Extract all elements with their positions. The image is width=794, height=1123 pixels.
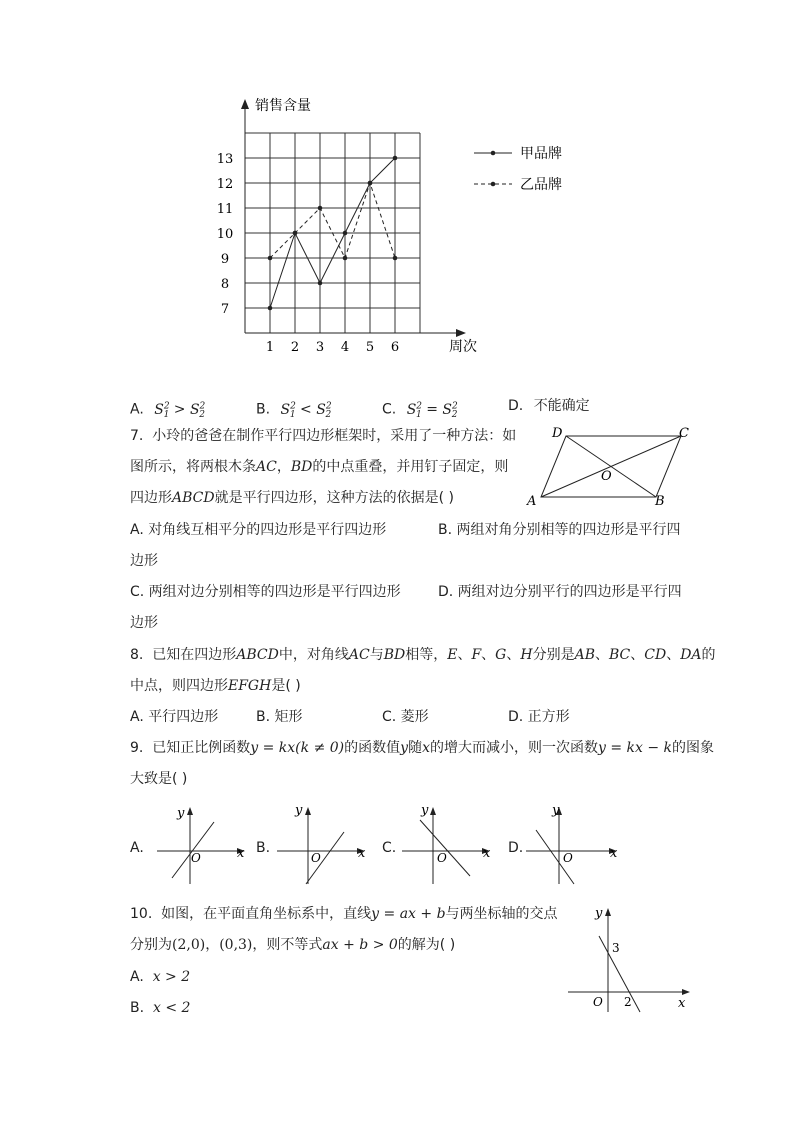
svg-text:x: x bbox=[678, 996, 686, 1011]
x-tick-label: 2 bbox=[290, 340, 300, 355]
q7-line-3: 四边形ABCD就是平行四边形，这种方法的依据是( ) bbox=[130, 490, 454, 506]
svg-text:y: y bbox=[595, 906, 603, 921]
x-tick-label: 1 bbox=[265, 340, 275, 355]
svg-text:y: y bbox=[295, 803, 303, 818]
y-tick-label: 11 bbox=[216, 202, 234, 217]
q9-line-1: 9. 已知正比例函数y = kx(k ≠ 0)的函数值y随x的增大而减小，则一次函数y = kx − k的图象 bbox=[130, 740, 715, 756]
series-1-point bbox=[343, 231, 348, 236]
svg-text:O: O bbox=[563, 851, 573, 865]
q9-graph-a bbox=[150, 800, 250, 888]
sales-line-chart bbox=[0, 0, 794, 400]
svg-text:O: O bbox=[191, 851, 201, 865]
svg-text:3: 3 bbox=[612, 941, 620, 955]
parallelogram-figure bbox=[525, 423, 700, 508]
svg-text:x: x bbox=[358, 846, 366, 861]
q7-line-1: 7. 小玲的爸爸在制作平行四边形框架时，采用了一种方法：如 bbox=[130, 428, 517, 444]
x-tick-label: 5 bbox=[365, 340, 375, 355]
svg-text:O: O bbox=[593, 995, 603, 1009]
x-tick-label: 3 bbox=[315, 340, 325, 355]
series-2-point bbox=[318, 206, 323, 211]
label-d: D bbox=[552, 426, 563, 441]
svg-text:x: x bbox=[237, 846, 245, 861]
series-2-point bbox=[343, 256, 348, 261]
q7-option-c: C. 两组对边分别相等的四边形是平行四边形 bbox=[130, 584, 401, 600]
diagonal-bd bbox=[566, 436, 656, 497]
svg-text:O: O bbox=[311, 851, 321, 865]
series-2-point bbox=[393, 256, 398, 261]
svg-text:2: 2 bbox=[624, 995, 632, 1009]
q6-option-a: A. $S^2_1 > S^2_2$ bbox=[130, 401, 206, 421]
svg-text:x: x bbox=[610, 846, 618, 861]
q10-line-1: 10. 如图，在平面直角坐标系中，直线y = ax + b与两坐标轴的交点 bbox=[130, 906, 558, 922]
q10-option-b: B. x < 2 bbox=[130, 1000, 191, 1016]
q9-option-a-label: A. bbox=[130, 840, 144, 856]
svg-text:y: y bbox=[552, 803, 560, 818]
svg-text:y: y bbox=[177, 806, 185, 821]
q6-option-d: D. 不能确定 bbox=[508, 398, 590, 414]
legend-label-2: 乙品牌 bbox=[520, 177, 562, 193]
q9-graph-b bbox=[272, 800, 372, 888]
legend-marker-2 bbox=[491, 182, 496, 187]
q9-graph-c bbox=[400, 800, 500, 888]
q10-figure bbox=[560, 900, 700, 1015]
q9-graph-d bbox=[524, 800, 624, 888]
label-a: A bbox=[527, 494, 537, 508]
y-tick-label: 7 bbox=[220, 302, 230, 317]
graph-a-line bbox=[172, 822, 214, 878]
q9-line-2: 大致是( ) bbox=[130, 771, 188, 787]
x-axis-arrow bbox=[456, 329, 466, 337]
series-1-point bbox=[268, 306, 273, 311]
series-line-2 bbox=[270, 183, 395, 258]
series-2-point bbox=[293, 231, 298, 236]
series-2-point bbox=[368, 181, 373, 186]
q7-line-2: 图所示，将两根木条AC，BD的中点重叠，并用钉子固定，则 bbox=[130, 459, 509, 475]
q7-option-b-cont: 边形 bbox=[130, 553, 158, 569]
svg-text:x: x bbox=[483, 846, 491, 861]
q7-option-a: A. 对角线互相平分的四边形是平行四边形 bbox=[130, 522, 387, 538]
y-tick-label: 10 bbox=[216, 227, 234, 242]
q7-option-d-cont: 边形 bbox=[130, 615, 158, 631]
q6-option-b: B. $S^2_1 < S^2_2$ bbox=[256, 401, 332, 421]
series-1-point bbox=[393, 156, 398, 161]
legend-label-1: 甲品牌 bbox=[520, 146, 562, 162]
q7-option-b: B. 两组对角分别相等的四边形是平行四 bbox=[438, 522, 681, 538]
series-2-point bbox=[268, 256, 273, 261]
svg-text:O: O bbox=[437, 851, 447, 865]
x-tick-label: 4 bbox=[340, 340, 350, 355]
legend-marker-1 bbox=[491, 151, 496, 156]
label-b: B bbox=[655, 494, 665, 508]
x-axis-label: 周次 bbox=[449, 339, 477, 355]
q9-option-b-label: B. bbox=[256, 840, 271, 856]
q8-option-d: D. 正方形 bbox=[508, 709, 570, 725]
y-tick-label: 8 bbox=[220, 277, 230, 292]
q9-option-c-label: C. bbox=[382, 840, 397, 856]
y-axis-arrow bbox=[241, 99, 249, 109]
series-1-point bbox=[318, 281, 323, 286]
q6-option-c: C. $S^2_1 = S^2_2$ bbox=[382, 401, 458, 421]
q8-line-2: 中点，则四边形EFGH是( ) bbox=[130, 678, 301, 694]
y-tick-label: 12 bbox=[216, 177, 234, 192]
y-tick-label: 9 bbox=[220, 252, 230, 267]
q7-option-d: D. 两组对边分别平行的四边形是平行四 bbox=[438, 584, 682, 600]
x-tick-label: 6 bbox=[390, 340, 400, 355]
label-c: C bbox=[679, 426, 689, 441]
label-o: O bbox=[601, 469, 612, 484]
q8-option-a: A. 平行四边形 bbox=[130, 709, 219, 725]
y-tick-label: 13 bbox=[216, 152, 234, 167]
q10-line-2: 分别为(2,0)，(0,3)，则不等式ax + b > 0的解为( ) bbox=[130, 937, 456, 953]
q9-option-d-label: D. bbox=[508, 840, 524, 856]
y-axis-label: 销售含量 bbox=[255, 98, 311, 114]
graph-c-line bbox=[420, 820, 470, 876]
q8-option-b: B. 矩形 bbox=[256, 709, 303, 725]
q10-option-a: A. x > 2 bbox=[130, 969, 191, 985]
svg-text:y: y bbox=[421, 803, 429, 818]
q8-option-c: C. 菱形 bbox=[382, 709, 429, 725]
q8-line-1: 8. 已知在四边形ABCD中，对角线AC与BD相等，E、F、G、H分别是AB、BC、CD、DA的 bbox=[130, 647, 716, 663]
